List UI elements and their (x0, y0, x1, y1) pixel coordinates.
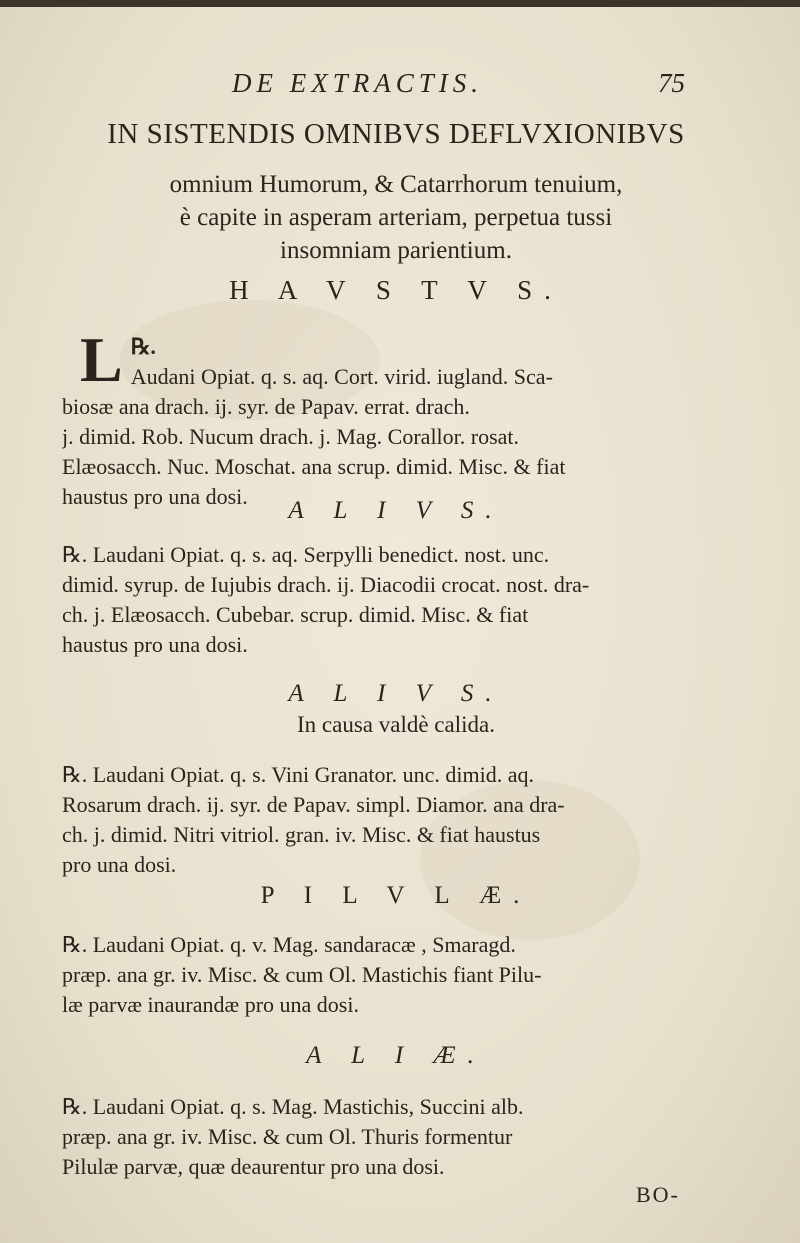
recipe-line: haustus pro una dosi. (62, 632, 248, 657)
subheading-line: insomniam parientium. (280, 237, 512, 264)
recipe-line: ch. j. dimid. Nitri vitriol. gran. iv. Misc. & fiat haustus (62, 822, 541, 847)
recipe-line: ℞. Laudani Opiat. q. v. Mag. sandaracæ , Smaragd. (62, 932, 516, 957)
drop-cap: L (80, 324, 123, 395)
section-title: A L I V S. (288, 680, 504, 707)
recipe-text (62, 760, 730, 880)
subheading (62, 168, 730, 267)
recipe-line: j. dimid. Rob. Nucum drach. j. Mag. Corallor. rosat. (62, 424, 520, 449)
recipe-line: læ parvæ inaurandæ pro una dosi. (62, 992, 359, 1017)
recipe-symbol: ℞. (130, 334, 156, 359)
subheading-line: omnium Humorum, & Catarrhorum tenuium, (169, 171, 623, 198)
section-title: A L I V S. (288, 497, 504, 524)
page-number: 75 (658, 68, 685, 98)
running-head (0, 68, 800, 102)
section-title: P I L V L Æ. (260, 882, 532, 909)
recipe-line: Pilulæ parvæ, quæ deaurentur pro una dosi. (62, 1154, 445, 1179)
recipe-line: ℞. Laudani Opiat. q. s. Mag. Mastichis, Succini alb. (62, 1094, 524, 1119)
recipe-line: ℞. Laudani Opiat. q. s. Vini Granator. unc. dimid. aq. (62, 762, 534, 787)
catchword: BO- (636, 1182, 680, 1207)
recipe-line: ℞. Laudani Opiat. q. s. aq. Serpylli benedict. nost. unc. (62, 542, 550, 567)
recipe-line: ch. j. Elæosacch. Cubebar. scrup. dimid. Misc. & fiat (62, 602, 529, 627)
page-top-edge (0, 0, 800, 7)
recipe-text (62, 930, 730, 1020)
recipe-text (62, 324, 730, 512)
recipe-text (62, 1092, 730, 1182)
main-heading: IN SISTENDIS OMNIBVS DEFLVXIONIBVS (107, 118, 685, 150)
recipe-line: pro una dosi. (62, 852, 177, 877)
recipe-line: biosæ ana drach. ij. syr. de Papav. errat. drach. (62, 394, 470, 419)
recipe-line: præp. ana gr. iv. Misc. & cum Ol. Thuris formentur (62, 1124, 513, 1149)
recipe-text (62, 540, 730, 660)
recipe-line: Elæosacch. Nuc. Moschat. ana scrup. dimid. Misc. & fiat (62, 454, 566, 479)
recipe-line: Rosarum drach. ij. syr. de Papav. simpl. Diamor. ana dra- (62, 792, 565, 817)
section-title: H A V S T V S. (229, 275, 563, 305)
section-title: A L I Æ. (306, 1042, 486, 1069)
section-note: In causa valdè calida. (297, 712, 495, 737)
recipe-line: Audani Opiat. q. s. aq. Cort. virid. iugland. Sca- (130, 364, 553, 389)
recipe-line: dimid. syrup. de Iujubis drach. ij. Diacodii crocat. nost. dra- (62, 572, 590, 597)
recipe-line: haustus pro una dosi. (62, 484, 248, 509)
subheading-line: è capite in asperam arteriam, perpetua tussi (179, 204, 613, 231)
running-head-title: DE EXTRACTIS. (232, 68, 483, 98)
recipe-line: præp. ana gr. iv. Misc. & cum Ol. Mastichis fiant Pilu- (62, 962, 542, 987)
